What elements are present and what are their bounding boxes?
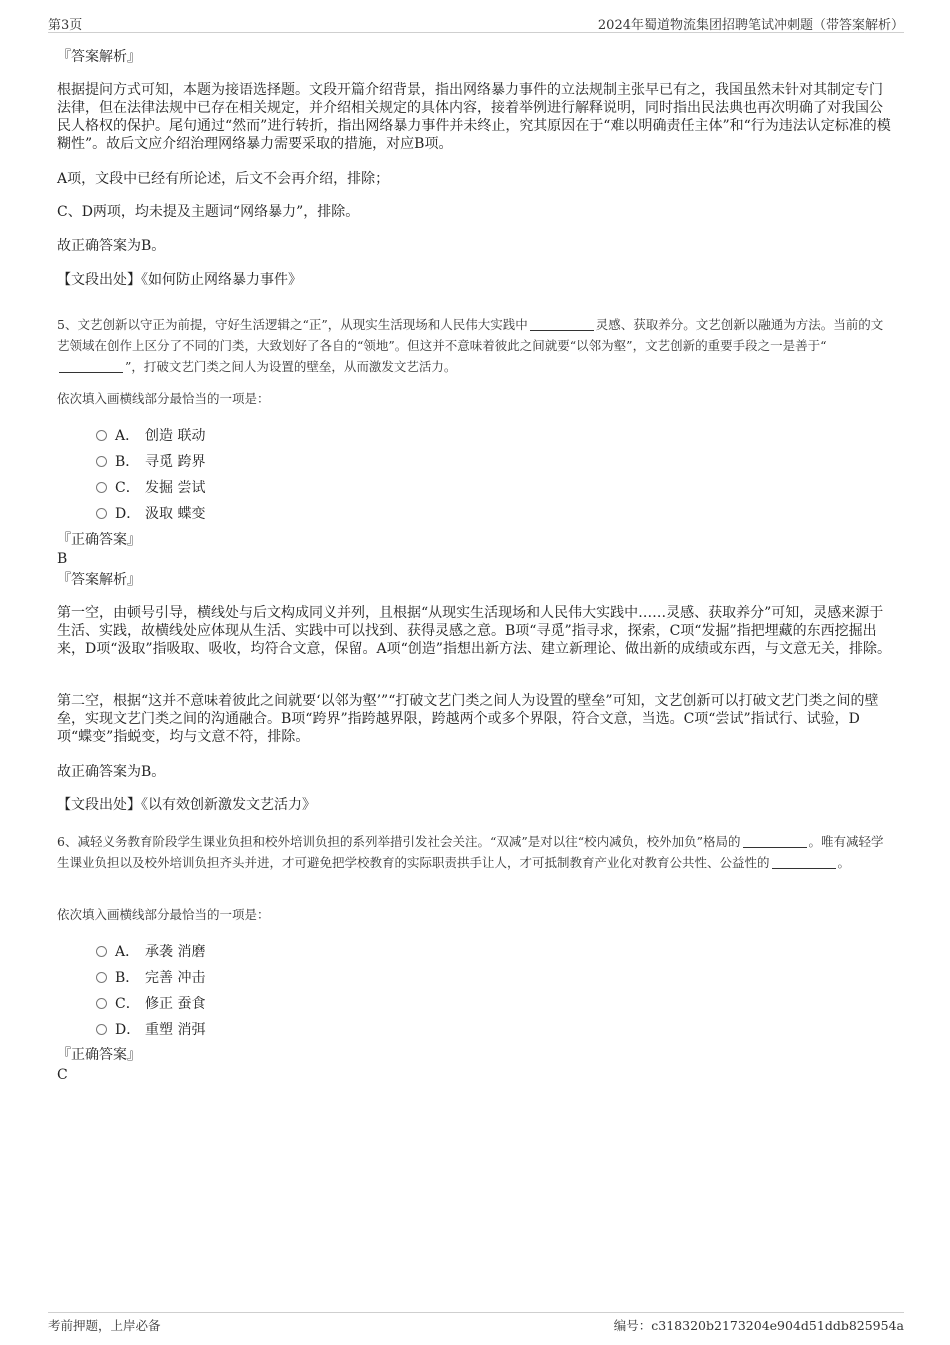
q6-prompt: 依次填入画横线部分最恰当的一项是： — [57, 907, 270, 922]
option-text: 承袭 消磨 — [145, 944, 206, 960]
q5-blank-2 — [59, 360, 123, 373]
q6-option-b[interactable] — [96, 967, 205, 985]
option-text: 汲取 蝶变 — [145, 506, 206, 522]
radio-icon[interactable] — [96, 972, 107, 983]
q5-answer-label: 『正确答案』 — [57, 532, 141, 548]
q5-blank-1 — [530, 318, 594, 331]
page-number: 第3页 — [48, 18, 83, 33]
radio-icon[interactable] — [96, 456, 107, 467]
q5-stem-part-1: 5、文艺创新以守正为前提，守好生活逻辑之“正”，从现实生活现场和人民伟大实践中 — [57, 317, 528, 332]
radio-icon[interactable] — [96, 998, 107, 1009]
q5-stem-part-3: ”，打破文艺门类之间人为设置的壁垒，从而激发文艺活力。 — [125, 359, 457, 374]
document-title: 2024年蜀道物流集团招聘笔试冲刺题（带答案解析） — [597, 18, 904, 33]
q6-blank-1 — [743, 835, 807, 848]
q5-answer: B — [57, 551, 68, 567]
q5-conclusion: 故正确答案为B。 — [57, 764, 166, 780]
q6-option-d[interactable] — [96, 1019, 205, 1037]
q5-option-b[interactable] — [96, 451, 205, 469]
radio-icon[interactable] — [96, 482, 107, 493]
option-letter: C． — [115, 996, 140, 1012]
radio-icon[interactable] — [96, 430, 107, 441]
q4-analysis-p1: 根据提问方式可知，本题为接语选择题。文段开篇介绍背景，指出网络暴力事件的立法规制主张早已有之，我国虽然未针对其制定专门法律，但在法律法规中已存在相关规定，并介绍相关规定的具体内容，接着举例进行解释说明，同时指出民法典也再次明确了对我国公民人格权的保护。尾句通过“然而”进行转折，指出网络暴力事件并未终止，究其原因在于“难以明确责任主体”和“行为违法认定标准的模糊性”。故后文应介绍治理网络暴力需要采取的措施，对应B项。 — [57, 82, 891, 152]
q6-answer-label: 『正确答案』 — [57, 1047, 141, 1063]
page-header — [48, 14, 904, 33]
option-letter: D． — [115, 1022, 141, 1038]
q6-answer: C — [57, 1067, 68, 1083]
q6-option-a[interactable] — [96, 941, 205, 959]
option-letter: D． — [115, 506, 141, 522]
q5-prompt: 依次填入画横线部分最恰当的一项是： — [57, 391, 270, 406]
footer-slogan: 考前押题，上岸必备 — [48, 1318, 161, 1333]
q5-stem-part-2: 灵感、获取养分。文艺创新以融通为方法。当前的文艺领域在创作上区分了不同的门类，大致划好了各自的“领地”。但这并不意味着彼此之间就要“以邻为壑”，文艺创新的重要手段之一是善于“ — [57, 317, 884, 353]
document-code: 编号：c318320b2173204e904d51ddb825954a — [613, 1318, 904, 1333]
q5-analysis-p2: 第二空，根据“这并不意味着彼此之间就要‘以邻为壑’”“打破文艺门类之间人为设置的壁垒”可知，文艺创新可以打破文艺门类之间的壁垒，实现文艺门类之间的沟通融合。B项“跨界”指跨越界限，跨越两个或多个界限，符合文意，当选。C项“尝试”指试行、试验，D项“蝶变”指蜕变，均与文意不符，排除。 — [57, 693, 879, 745]
option-text: 重塑 消弭 — [145, 1022, 206, 1038]
radio-icon[interactable] — [96, 946, 107, 957]
q5-source: 【文段出处】《以有效创新激发文艺活力》 — [57, 797, 316, 813]
q5-stem — [57, 314, 893, 377]
option-letter: B． — [115, 970, 140, 986]
q5-option-c[interactable] — [96, 477, 205, 495]
q4-analysis-label: 『答案解析』 — [57, 49, 141, 65]
q6-stem-part-3: 。 — [837, 855, 851, 870]
radio-icon[interactable] — [96, 508, 107, 519]
option-letter: A． — [115, 428, 140, 444]
option-text: 修正 蚕食 — [145, 996, 206, 1012]
q6-blank-2 — [772, 856, 836, 869]
radio-icon[interactable] — [96, 1024, 107, 1035]
q4-conclusion: 故正确答案为B。 — [57, 238, 166, 254]
q4-analysis-p2: A项，文段中已经有所论述，后文不会再介绍，排除； — [57, 171, 390, 187]
q6-stem-part-1: 6、减轻义务教育阶段学生课业负担和校外培训负担的系列举措引发社会关注。“双减”是对以往“校内减负，校外加负”格局的 — [57, 834, 741, 849]
option-letter: A． — [115, 944, 140, 960]
q6-stem — [57, 831, 893, 873]
option-text: 寻觅 跨界 — [145, 454, 206, 470]
page-footer — [48, 1312, 904, 1337]
q5-option-d[interactable] — [96, 503, 205, 521]
option-letter: C． — [115, 480, 140, 496]
q5-analysis-p1: 第一空，由顿号引导，横线处与后文构成同义并列，且根据“从现实生活现场和人民伟大实践中……灵感、获取养分”可知，灵感来源于生活、实践，故横线处应体现从生活、实践中可以找到、获得灵感之意。B项“寻觅”指寻求，探索，C项“发掘”指把埋藏的东西挖掘出来，D项“汲取”指吸取、吸收，均符合文意，保留。A项“创造”指想出新方法、建立新理论、做出新的成绩或东西，与文意无关，排除。 — [57, 605, 891, 657]
option-text: 创造 联动 — [145, 428, 206, 444]
option-text: 发掘 尝试 — [145, 480, 206, 496]
option-text: 完善 冲击 — [145, 970, 206, 986]
q6-option-c[interactable] — [96, 993, 205, 1011]
q5-option-a[interactable] — [96, 425, 205, 443]
option-letter: B． — [115, 454, 140, 470]
q6-stem-part-2: 。唯有减轻学生课业负担以及校外培训负担齐头并进，才可避免把学校教育的实际职责拱手让人，才可抵制教育产业化对教育公共性、公益性的 — [57, 834, 884, 870]
q4-source: 【文段出处】《如何防止网络暴力事件》 — [57, 272, 302, 288]
q5-analysis-label: 『答案解析』 — [57, 572, 141, 588]
q4-analysis-p3: C、D两项，均未提及主题词“网络暴力”，排除。 — [57, 204, 360, 220]
